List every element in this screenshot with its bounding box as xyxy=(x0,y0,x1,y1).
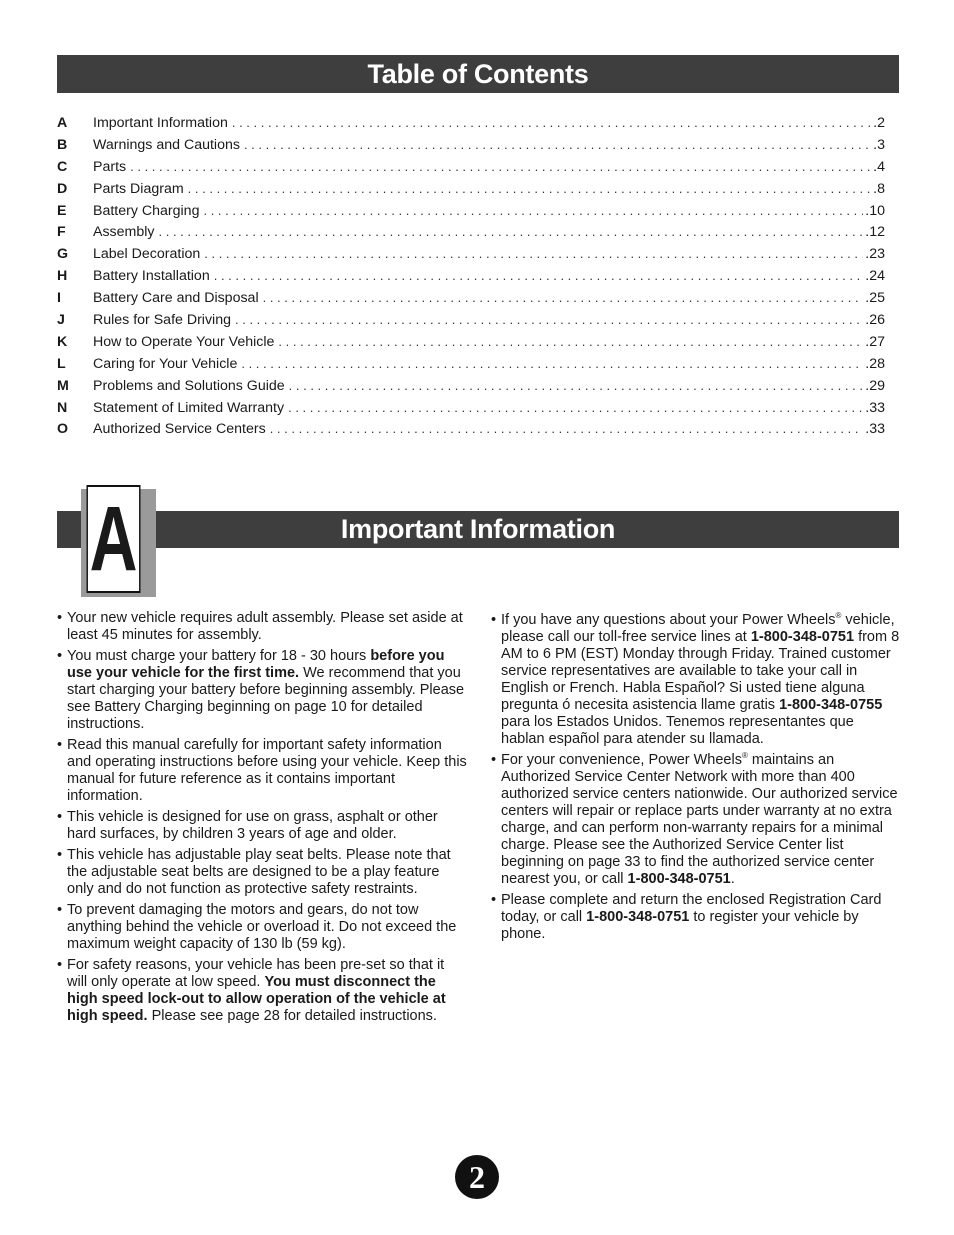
toc-entry-letter: B xyxy=(57,136,68,153)
toc-entry-page: .12 xyxy=(865,224,885,241)
toc-entry-title: How to Operate Your Vehicle xyxy=(93,333,275,350)
toc-entry-page: .10 xyxy=(865,202,885,219)
toc-entry-title: Assembly xyxy=(93,224,155,241)
toc-entry xyxy=(57,334,885,356)
toc-heading: Table of Contents xyxy=(367,59,589,89)
toc-entry-title: Problems and Solutions Guide xyxy=(93,377,285,394)
info-bullet xyxy=(57,902,467,953)
toc-entry-page: .25 xyxy=(865,290,885,307)
toc-entry-page: .8 xyxy=(873,180,885,197)
bullet-bold-text: 1-800-348-0755 xyxy=(779,697,883,713)
toc-leader-dots xyxy=(263,290,864,305)
toc-leader-dots xyxy=(288,400,863,415)
toc-leader-dots xyxy=(278,334,863,349)
bullet-text: . xyxy=(730,871,735,887)
toc-entry-title: Parts Diagram xyxy=(93,180,184,197)
toc-leader-dots xyxy=(270,421,864,436)
toc-leader-dots xyxy=(244,137,871,152)
toc-entry-letter: H xyxy=(57,268,68,285)
toc-entry-title: Statement of Limited Warranty xyxy=(93,399,285,416)
toc-entry-page: .27 xyxy=(865,333,885,350)
toc-entry-letter: M xyxy=(57,377,69,394)
bullet-text: For safety reasons, your vehicle has been pre-set so that it will only operate at low speed. xyxy=(67,957,445,990)
bullet-text: maintains an Authorized Service Center Network with more than 400 authorized service centers nationwide. Our authorized service centers will repair or replace parts under warranty at no extra charge, and can perform non-warranty repairs for a minimal charge. Please see the Authorized Service Center list beginning on page 33 to find the authorized service center nearest you, or call xyxy=(501,752,898,887)
toc-entry-page: .28 xyxy=(865,355,885,372)
bullet-text: vehicle, please call our toll-free service lines at xyxy=(501,612,895,645)
toc-entry-title: Parts xyxy=(93,158,127,175)
toc-leader-dots xyxy=(203,203,863,218)
page-number xyxy=(455,1155,499,1199)
toc-entry xyxy=(57,312,885,334)
bullet-text: Please complete and return the enclosed Registration Card today, or call xyxy=(501,892,882,925)
toc-entry-page: .4 xyxy=(873,158,885,175)
toc-entry xyxy=(57,290,885,312)
bullet-text: from 8 AM to 6 PM (EST) Monday through Friday. Trained customer service representatives are available to take your call in English or French. Habla Español? Si usted tiene alguna pregunta ó necesita asistencia llame gratis xyxy=(501,629,900,713)
toc-entry-letter: N xyxy=(57,399,68,416)
toc-entry-letter: E xyxy=(57,202,67,219)
toc-leader-dots xyxy=(289,378,864,393)
bullet-text: You must charge your battery for 18 - 30 hours xyxy=(67,648,371,664)
toc-entry xyxy=(57,224,885,246)
registered-mark: ® xyxy=(835,611,842,621)
info-bullet xyxy=(57,847,467,898)
toc-entry-title: Rules for Safe Driving xyxy=(93,312,231,329)
toc-entry-title: Battery Care and Disposal xyxy=(93,290,259,307)
toc-entry-page: .29 xyxy=(865,377,885,394)
toc-entry-page: .2 xyxy=(873,115,885,131)
toc-leader-dots xyxy=(204,246,863,261)
info-bullet xyxy=(491,612,901,748)
toc-leader-dots xyxy=(159,224,864,239)
toc-entry-letter: I xyxy=(57,290,61,307)
page-number-label: 2 xyxy=(469,1159,485,1195)
toc-entry-title: Important Information xyxy=(93,115,228,131)
toc-entry-letter: K xyxy=(57,333,68,350)
toc-entry-letter: L xyxy=(57,355,66,372)
toc-entry-letter: O xyxy=(57,421,69,438)
toc-entry xyxy=(57,268,885,290)
toc-entry-title: Battery Installation xyxy=(93,268,210,285)
info-bullet xyxy=(491,752,901,888)
toc-leader-dots xyxy=(235,312,863,327)
toc-list xyxy=(57,115,885,443)
toc-entry-letter: G xyxy=(57,246,69,263)
toc-leader-dots xyxy=(232,115,871,130)
toc-leader-dots xyxy=(188,181,871,196)
bullet-text: Your new vehicle requires adult assembly. Please set aside at least 45 minutes for assembly. xyxy=(67,610,463,643)
toc-entry xyxy=(57,421,885,443)
info-bullet xyxy=(491,892,901,943)
toc-banner xyxy=(57,55,899,93)
info-bullet xyxy=(57,809,467,843)
section-letter: A xyxy=(89,488,138,590)
toc-entry xyxy=(57,181,885,203)
bullet-bold-text: You must disconnect the high speed lock-out to allow operation of the vehicle at high speed. xyxy=(67,974,446,1024)
bullet-text: to register your vehicle by phone. xyxy=(501,909,859,942)
toc-entry xyxy=(57,203,885,225)
bullet-text: To prevent damaging the motors and gears, do not tow anything behind the vehicle or overload it. Do not exceed the maximum weight capacity of 130 lb (59 kg). xyxy=(67,902,457,952)
section-heading: Important Information xyxy=(340,514,616,544)
bullet-bold-text: 1-800-348-0751 xyxy=(627,871,731,887)
info-bullet xyxy=(57,610,467,644)
bullet-bold-text: 1-800-348-0751 xyxy=(750,629,855,645)
toc-entry-letter: J xyxy=(57,312,65,329)
toc-entry xyxy=(57,115,885,137)
toc-entry xyxy=(57,378,885,400)
toc-leader-dots xyxy=(130,159,871,174)
toc-entry-title: Battery Charging xyxy=(93,202,200,219)
section-banner xyxy=(57,511,899,548)
toc-entry-page: .33 xyxy=(865,399,885,416)
toc-entry-letter: A xyxy=(57,115,68,131)
toc-entry-page: .24 xyxy=(865,268,885,285)
right-column xyxy=(491,612,901,947)
bullet-text: If you have any questions about your Power Wheels xyxy=(501,612,836,628)
info-bullet xyxy=(57,737,467,805)
toc-entry-title: Warnings and Cautions xyxy=(93,136,240,153)
toc-entry-title: Authorized Service Centers xyxy=(93,421,266,438)
info-bullet xyxy=(57,648,467,733)
toc-entry xyxy=(57,159,885,181)
bullet-text: We recommend that you start charging your battery before beginning assembly. Please see Battery Charging beginning on page 10 for detailed instructions. xyxy=(67,665,465,732)
toc-entry-title: Caring for Your Vehicle xyxy=(93,355,238,372)
toc-entry-page: .3 xyxy=(873,136,885,153)
toc-entry xyxy=(57,400,885,422)
toc-entry-letter: F xyxy=(57,224,66,241)
info-bullet xyxy=(57,957,467,1025)
bullet-text: para los Estados Unidos. Tenemos representantes que hablan español para atender su llamada. xyxy=(501,714,854,747)
bullet-text: This vehicle is designed for use on grass, asphalt or other hard surfaces, by children 3 years of age and older. xyxy=(67,809,438,842)
toc-entry-title: Label Decoration xyxy=(93,246,201,263)
bullet-text: For your convenience, Power Wheels xyxy=(501,752,742,768)
registered-mark: ® xyxy=(741,751,748,761)
bullet-text: Read this manual carefully for important safety information and operating instructions before using your vehicle. Keep this manual for future reference as it contains important information. xyxy=(67,737,467,804)
section-letter-box xyxy=(87,485,141,593)
toc-entry-page: .23 xyxy=(865,246,885,263)
toc-entry-letter: D xyxy=(57,180,68,197)
toc-entry xyxy=(57,137,885,159)
toc-leader-dots xyxy=(241,356,863,371)
bullet-bold-text: before you use your vehicle for the first time. xyxy=(67,648,445,681)
toc-entry xyxy=(57,246,885,268)
left-column xyxy=(57,610,467,1029)
bullet-text: Please see page 28 for detailed instructions. xyxy=(147,1008,437,1024)
toc-entry-page: .26 xyxy=(865,312,885,329)
toc-entry-letter: C xyxy=(57,158,68,175)
toc-entry xyxy=(57,356,885,378)
toc-leader-dots xyxy=(214,268,864,283)
toc-entry-page: .33 xyxy=(865,421,885,438)
bullet-text: This vehicle has adjustable play seat belts. Please note that the adjustable seat belts are designed to be a play feature only and do not function as protective safety restraints. xyxy=(67,847,451,897)
bullet-bold-text: 1-800-348-0751 xyxy=(586,909,690,925)
